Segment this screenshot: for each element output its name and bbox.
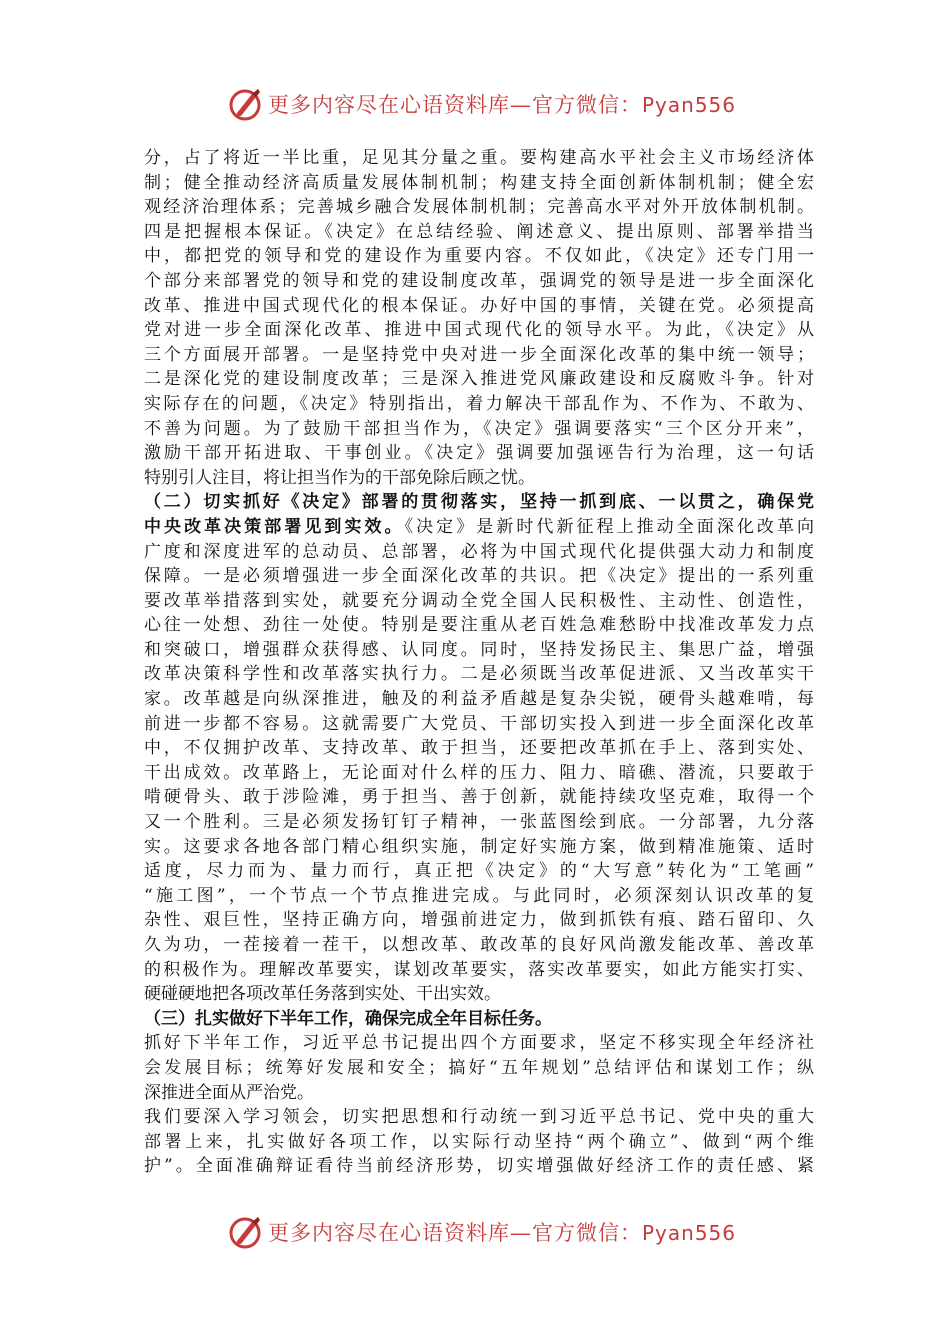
pen-logo-icon: [228, 86, 264, 122]
body-text: 保障。一是必须增强进一步全面深化改革的共识。把《决定》提出的一系列重: [144, 566, 814, 587]
text-line: [144, 1130, 814, 1155]
text-line: [144, 195, 814, 220]
text-line: [144, 908, 814, 933]
body-text: 三个方面展开部署。一是坚持党中央对进一步全面深化改革的集中统一领导；: [144, 344, 814, 365]
text-line: [144, 540, 814, 565]
body-text: 不善为问题。为了鼓励干部担当作为，《决定》强调要落实“三个区分开来”，: [144, 418, 814, 439]
body-text: 啃硬骨头、敢于涉险滩，勇于担当、善于创新，就能持续攻坚克难，取得一个: [144, 787, 814, 808]
text-line: [144, 712, 814, 737]
text-line: [144, 1105, 814, 1130]
text-line: [144, 761, 814, 786]
text-line: [144, 367, 814, 392]
text-line: [144, 982, 814, 1007]
body-text: 制；健全推动经济高质量发展体制机制；构建支持全面创新体制机制；健全宏: [144, 172, 814, 193]
body-text: 实际存在的问题，《决定》特别指出，着力解决干部乱作为、不作为、不敢为、: [144, 393, 814, 414]
body-text: 硬碰硬地把各项改革任务落到实处、干出实效。: [144, 984, 501, 1005]
text-line: [144, 662, 814, 687]
body-text: 的积极作为。理解改革要实，谋划改革要实，落实改革要实，如此方能实打实、: [144, 959, 814, 980]
body-text: “施工图”，一个节点一个节点推进完成。与此同时，必须深刻认识改革的复: [144, 885, 814, 906]
text-line: [144, 859, 814, 884]
body-text: 我们要深入学习领会，切实把思想和行动统一到习近平总书记、党中央的重大: [144, 1107, 814, 1128]
pen-logo-icon: [228, 1214, 264, 1250]
footer-watermark-banner: [228, 1214, 748, 1250]
body-text: 激励干部开拓进取、干事创业。《决定》强调要加强诬告行为治理，这一句话: [144, 443, 814, 464]
text-line: [144, 884, 814, 909]
text-line: [144, 835, 814, 860]
bold-heading-text: （二）切实抓好《决定》部署的贯彻落实，坚持一抓到底、一以贯之，确保党: [144, 492, 814, 513]
body-text: 会发展目标；统筹好发展和安全；搞好“五年规划”总结评估和谋划工作；纵: [144, 1057, 814, 1078]
body-text: 杂性、艰巨性，坚持正确方向，增强前进定力，做到抓铁有痕、踏石留印、久: [144, 910, 814, 931]
text-line: [144, 1007, 814, 1032]
text-line: [144, 220, 814, 245]
wechat-id: Pyan556: [642, 93, 737, 117]
text-line: [144, 1154, 814, 1179]
text-line: [144, 687, 814, 712]
body-text: 改革决策科学性和改革落实执行力。二是必须既当改革促进派、又当改革实干: [144, 664, 814, 685]
text-line: [144, 736, 814, 761]
text-line: [144, 933, 814, 958]
text-line: [144, 810, 814, 835]
body-text: 分，占了将近一半比重，足见其分量之重。要构建高水平社会主义市场经济体: [144, 148, 814, 168]
body-text: 部署上来，扎实做好各项工作，以实际行动坚持“两个确立”、做到“两个维: [144, 1131, 814, 1152]
body-text: 实。这要求各地各部门精心组织实施，制定好实施方案，做到精准施策、适时: [144, 836, 814, 857]
text-line: [144, 392, 814, 417]
text-line: [144, 318, 814, 343]
body-text: 又一个胜利。三是必须发扬钉钉子精神，一张蓝图绘到底。一分部署，九分落: [144, 812, 814, 833]
text-line: [144, 1031, 814, 1056]
text-line: [144, 171, 814, 196]
text-line: [144, 417, 814, 442]
body-text: 干出成效。改革路上，无论面对什么样的压力、阻力、暗礁、潜流，只要敢于: [144, 762, 814, 783]
text-line: [144, 343, 814, 368]
body-text: 四是把握根本保证。《决定》在总结经验、阐述意义、提出原则、部署举措当: [144, 221, 814, 242]
text-line: [144, 589, 814, 614]
header-watermark-banner: [228, 86, 748, 122]
body-text: 深推进全面从严治党。: [144, 1082, 314, 1103]
body-text: 中，都把党的领导和党的建设作为重要内容。不仅如此，《决定》还专门用一: [144, 246, 814, 267]
body-text: 心往一处想、劲往一处使。特别是要注重从老百姓急难愁盼中找准改革发力点: [144, 615, 814, 636]
text-line: [144, 146, 814, 171]
text-line: [144, 466, 814, 491]
bold-heading-text: 中央改革决策部署见到实效。: [144, 516, 405, 537]
body-text: 护”。全面准确辩证看待当前经济形势，切实增强做好经济工作的责任感、紧: [144, 1156, 814, 1177]
banner-text: 更多内容尽在心语资料库—官方微信：: [268, 1221, 642, 1245]
body-text: 要改革举措落到实处，就要充分调动全党全国人民积极性、主动性、创造性，: [144, 590, 814, 611]
body-text: 和突破口，增强群众获得感、认同度。同时，坚持发扬民主、集思广益，增强: [144, 639, 814, 660]
text-line: [144, 564, 814, 589]
body-text: 《决定》是新时代新征程上推动全面深化改革向: [404, 516, 814, 537]
text-line: [144, 613, 814, 638]
body-text: 观经济治理体系；完善城乡融合发展体制机制；完善高水平对外开放体制机制。: [144, 197, 814, 218]
body-text: 抓好下半年工作，习近平总书记提出四个方面要求，坚定不移实现全年经济社: [144, 1033, 814, 1054]
document-body: [144, 146, 814, 1179]
body-text: 家。改革越是向纵深推进，触及的利益矛盾越是复杂尖锐，硬骨头越难啃，每: [144, 689, 814, 710]
body-text: 二是深化党的建设制度改革；三是深入推进党风廉政建设和反腐败斗争。针对: [144, 369, 814, 390]
text-line: [144, 294, 814, 319]
wechat-id: Pyan556: [642, 1221, 737, 1245]
banner-text: 更多内容尽在心语资料库—官方微信：: [268, 93, 642, 117]
text-line: [144, 1081, 814, 1106]
body-text: 中，不仅拥护改革、支持改革、敢于担当，还要把改革抓在手上、落到实处、: [144, 738, 814, 759]
text-line: [144, 269, 814, 294]
body-text: 特别引人注目，将让担当作为的干部免除后顾之忧。: [144, 467, 535, 488]
text-line: [144, 244, 814, 269]
body-text: 党对进一步全面深化改革、推进中国式现代化的领导水平。为此，《决定》从: [144, 320, 814, 341]
text-line: [144, 1056, 814, 1081]
text-line: [144, 515, 814, 540]
text-line: [144, 490, 814, 515]
text-line: [144, 638, 814, 663]
body-text: 广度和深度进军的总动员、总部署，必将为中国式现代化提供强大动力和制度: [144, 541, 814, 562]
body-text: 个部分来部署党的领导和党的建设制度改革，强调党的领导是进一步全面深化: [144, 270, 814, 291]
text-line: [144, 958, 814, 983]
text-line: [144, 441, 814, 466]
text-line: [144, 785, 814, 810]
bold-heading-text: （三）扎实做好下半年工作，确保完成全年目标任务。: [144, 1008, 552, 1029]
body-text: 前进一步都不容易。这就需要广大党员、干部切实投入到进一步全面深化改革: [144, 713, 814, 734]
body-text: 适度，尽力而为、量力而行，真正把《决定》的“大写意”转化为“工笔画”: [144, 861, 814, 882]
body-text: 改革、推进中国式现代化的根本保证。办好中国的事情，关键在党。必须提高: [144, 295, 814, 316]
body-text: 久为功，一茬接着一茬干，以想改革、敢改革的良好风尚激发能改革、善改革: [144, 935, 814, 955]
